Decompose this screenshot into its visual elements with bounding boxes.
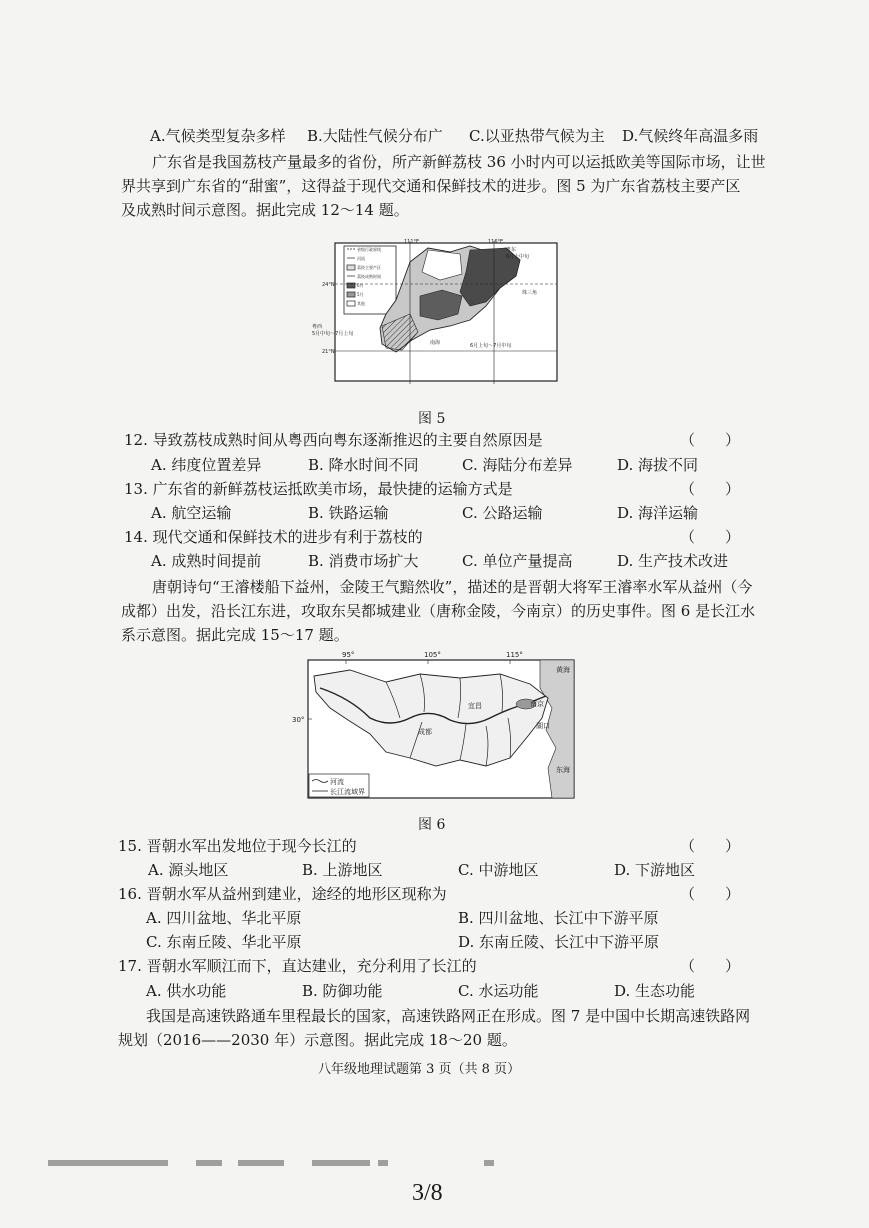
q14-stem: 14. 现代交通和保鲜技术的进步有利于荔枝的 <box>124 528 423 546</box>
q14-option-a: A. 成熟时间提前 <box>151 552 262 570</box>
fig5-label-w-time: 5月中旬～7月上旬 <box>312 331 354 337</box>
q13-option-c: C. 公路运输 <box>462 504 543 522</box>
q15-option-b: B. 上游地区 <box>302 861 383 879</box>
figure-5-map <box>310 236 560 386</box>
fig5-label-s: 南海 <box>430 340 441 346</box>
q12-option-a: A. 纬度位置差异 <box>151 456 262 474</box>
fig5-label-se-time: 6月上旬～7月中旬 <box>470 343 512 349</box>
q17-option-c: C. 水运功能 <box>458 982 539 1000</box>
fig5-label-ne-time: 6月上中旬 <box>506 254 530 260</box>
scan-mark <box>312 1160 370 1166</box>
fig5-lon-right: 116°E <box>488 239 504 245</box>
fig6-city-hukou: 湖口 <box>536 722 550 730</box>
fig6-legend-boundary: 长江流域界 <box>330 788 365 796</box>
fig5-lat-bottom: 21°N <box>322 349 335 355</box>
fig5-label-center-east: 珠三角 <box>522 290 538 296</box>
figure-6-map <box>290 648 580 800</box>
scan-mark <box>484 1160 494 1166</box>
fig5-lat-top: 24°N <box>322 282 335 288</box>
q14-answer-blank[interactable]: （ ） <box>680 528 741 546</box>
scan-mark <box>378 1160 388 1166</box>
q16-option-c: C. 东南丘陵、华北平原 <box>146 933 302 951</box>
fig5-label-ne: 粤东 <box>506 247 517 253</box>
scan-mark <box>48 1160 168 1166</box>
q16-option-b: B. 四川盆地、长江中下游平原 <box>458 909 659 927</box>
passage-tang-line1: 唐朝诗句“王濬楼船下益州，金陵王气黯然收”，描述的是晋朝大将军王濬率水军从益州（今 <box>152 578 753 596</box>
q14-option-c: C. 单位产量提高 <box>462 552 573 570</box>
figure-5-caption: 图 5 <box>418 411 446 427</box>
q15-option-a: A. 源头地区 <box>148 861 229 879</box>
q12-answer-blank[interactable]: （ ） <box>680 431 741 449</box>
q15-option-c: C. 中游地区 <box>458 861 539 879</box>
q17-stem: 17. 晋朝水军顺江而下，直达建业，充分利用了长江的 <box>118 957 477 975</box>
q12-option-d: D. 海拔不同 <box>617 456 699 474</box>
passage-lychee-line3: 及成熟时间示意图。据此完成 12～14 题。 <box>121 201 409 219</box>
q14-option-b: B. 消费市场扩大 <box>308 552 419 570</box>
q15-option-d: D. 下游地区 <box>614 861 696 879</box>
q17-option-b: B. 防御功能 <box>302 982 383 1000</box>
fig6-city-yichang: 宜昌 <box>468 702 482 710</box>
q17-option-a: A. 供水功能 <box>146 982 227 1000</box>
fig6-city-chengdu: 成都 <box>418 728 432 736</box>
q13-stem: 13. 广东省的新鲜荔枝运抵欧美市场，最快捷的运输方式是 <box>124 480 513 498</box>
fig5-label-nw: 粤西 <box>312 324 323 330</box>
fig6-lon-3: 115° <box>506 651 523 659</box>
q11-option-a: A.气候类型复杂多样 <box>150 127 286 145</box>
fig5-legend-7: 其他 <box>357 301 365 306</box>
q13-option-b: B. 铁路运输 <box>308 504 389 522</box>
q13-option-d: D. 海洋运输 <box>617 504 699 522</box>
q16-option-a: A. 四川盆地、华北平原 <box>146 909 302 927</box>
q12-option-b: B. 降水时间不同 <box>308 456 419 474</box>
figure-6-caption: 图 6 <box>418 817 446 833</box>
q17-option-d: D. 生态功能 <box>614 982 696 1000</box>
q11-option-c: C.以亚热带气候为主 <box>469 127 605 145</box>
passage-lychee-line1: 广东省是我国荔枝产量最多的省份，所产新鲜荔枝 36 小时内可以运抵欧美等国际市场，让世 <box>152 153 766 171</box>
q16-answer-blank[interactable]: （ ） <box>680 885 741 903</box>
fig5-legend-3: 荔枝主要产区 <box>357 265 381 270</box>
q16-stem: 16. 晋朝水军从益州到建业，途经的地形区现称为 <box>118 885 447 903</box>
q14-option-d: D. 生产技术改进 <box>617 552 729 570</box>
fig5-legend-6: 5月 <box>357 292 364 297</box>
fig5-legend-2: 河流 <box>357 256 365 261</box>
fig6-city-nanjing: 南京 <box>530 700 544 708</box>
fig6-sea2-label: 东海 <box>556 766 570 774</box>
fig5-legend-5: 6月 <box>357 283 364 288</box>
scan-mark <box>196 1160 222 1166</box>
passage-tang-line3: 系示意图。据此完成 15～17 题。 <box>121 626 349 644</box>
page-footer: 八年级地理试题第 3 页（共 8 页） <box>318 1062 521 1077</box>
q17-answer-blank[interactable]: （ ） <box>680 957 741 975</box>
fig6-legend-river: 河流 <box>330 778 344 786</box>
q11-option-d: D.气候终年高温多雨 <box>622 127 759 145</box>
fig5-lon-left: 111°E <box>404 239 420 245</box>
q13-answer-blank[interactable]: （ ） <box>680 480 741 498</box>
q15-stem: 15. 晋朝水军出发地位于现今长江的 <box>118 837 357 855</box>
page-number: 3/8 <box>412 1180 443 1206</box>
fig6-lat-1: 30° <box>292 716 305 724</box>
q15-answer-blank[interactable]: （ ） <box>680 837 741 855</box>
passage-rail-line2: 规划（2016——2030 年）示意图。据此完成 18～20 题。 <box>118 1031 517 1049</box>
fig5-legend-4: 荔枝成熟时间 <box>357 274 381 279</box>
fig6-lon-1: 95° <box>342 651 355 659</box>
q12-option-c: C. 海陆分布差异 <box>462 456 573 474</box>
scan-mark <box>238 1160 284 1166</box>
q11-option-b: B.大陆性气候分布广 <box>307 127 443 145</box>
fig6-sea-label: 黄海 <box>556 666 570 674</box>
passage-lychee-line2: 界共享到广东省的“甜蜜”，这得益于现代交通和保鲜技术的进步。图 5 为广东省荔枝主要产区 <box>121 177 741 195</box>
q16-option-d: D. 东南丘陵、长江中下游平原 <box>458 933 660 951</box>
q12-stem: 12. 导致荔枝成熟时间从粤西向粤东逐渐推迟的主要自然原因是 <box>124 431 543 449</box>
passage-tang-line2: 成都）出发，沿长江东进，攻取东吴都城建业（唐称金陵，今南京）的历史事件。图 6 是长江水 <box>121 602 756 620</box>
fig5-legend-1: 省级行政界线 <box>357 247 381 252</box>
passage-rail-line1: 我国是高速铁路通车里程最长的国家，高速铁路网正在形成。图 7 是中国中长期高速铁路网 <box>146 1007 751 1025</box>
fig6-lon-2: 105° <box>424 651 441 659</box>
q13-option-a: A. 航空运输 <box>151 504 232 522</box>
